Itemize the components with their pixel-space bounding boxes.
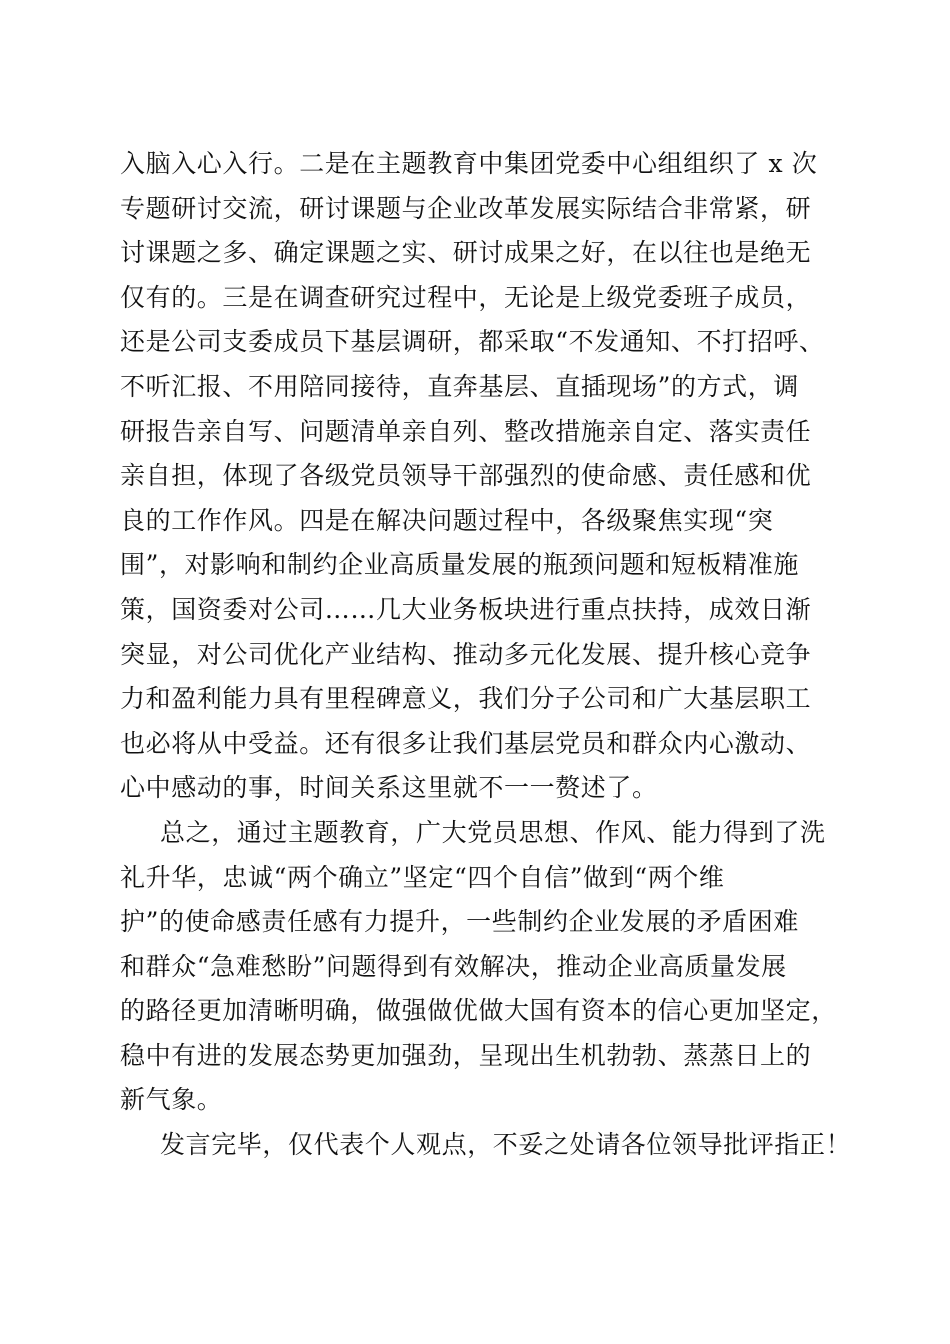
paragraph-line: 新气象。 bbox=[120, 1085, 223, 1115]
document-body bbox=[120, 142, 850, 1168]
paragraph-line: 礼升华，忠诚“两个确立”坚定“四个自信”做到“两个维 bbox=[120, 862, 725, 892]
paragraph-line: 的路径更加清晰明确，做强做优做大国有资本的信心更加坚定， bbox=[120, 996, 837, 1026]
paragraph-line: 突显，对公司优化产业结构、推动多元化发展、提升核心竞争 bbox=[120, 639, 812, 669]
paragraph-line: 围”，对影响和制约企业高质量发展的瓶颈问题和短板精准施 bbox=[120, 550, 799, 580]
paragraph-line: 仅有的。三是在调查研究过程中，无论是上级党委班子成员， bbox=[120, 282, 812, 312]
paragraph-line: 心中感动的事，时间关系这里就不一一赘述了。 bbox=[120, 773, 658, 803]
paragraph-line: 不听汇报、不用陪同接待，直奔基层、直插现场”的方式，调 bbox=[120, 371, 799, 401]
paragraph-line: 良的工作作风。四是在解决问题过程中，各级聚焦实现“突 bbox=[120, 505, 774, 535]
paragraph-line: 亲自担，体现了各级党员领导干部强烈的使命感、责任感和优 bbox=[120, 461, 812, 491]
paragraph-line: 专题研讨交流，研讨课题与企业改革发展实际结合非常紧，研 bbox=[120, 193, 812, 223]
paragraph-line: 发言完毕，仅代表个人观点，不妥之处请各位领导批评指正！ bbox=[160, 1130, 852, 1160]
paragraph-line: 稳中有进的发展态势更加强劲，呈现出生机勃勃、蒸蒸日上的 bbox=[120, 1040, 812, 1070]
paragraph-2 bbox=[120, 811, 850, 1123]
paragraph-line: 力和盈利能力具有里程碑意义，我们分子公司和广大基层职工 bbox=[120, 684, 812, 714]
paragraph-line: 入脑入心入行。二是在主题教育中集团党委中心组组织了 x 次 bbox=[120, 149, 818, 178]
paragraph-line: 还是公司支委成员下基层调研，都采取“不发通知、不打招呼、 bbox=[120, 327, 825, 357]
paragraph-1 bbox=[120, 142, 850, 811]
paragraph-line: 讨课题之多、确定课题之实、研讨成果之好，在以往也是绝无 bbox=[120, 238, 812, 268]
paragraph-3 bbox=[120, 1123, 850, 1168]
paragraph-line: 也必将从中受益。还有很多让我们基层党员和群众内心激动、 bbox=[120, 728, 812, 758]
paragraph-line: 策，国资委对公司……几大业务板块进行重点扶持，成效日渐 bbox=[120, 594, 812, 624]
paragraph-line: 总之，通过主题教育，广大党员思想、作风、能力得到了洗 bbox=[160, 817, 826, 847]
paragraph-line: 研报告亲自写、问题清单亲自列、整改措施亲自定、落实责任 bbox=[120, 416, 812, 446]
paragraph-line: 护”的使命感责任感有力提升，一些制约企业发展的矛盾困难 bbox=[120, 907, 799, 937]
paragraph-line: 和群众“急难愁盼”问题得到有效解决，推动企业高质量发展 bbox=[120, 951, 787, 981]
